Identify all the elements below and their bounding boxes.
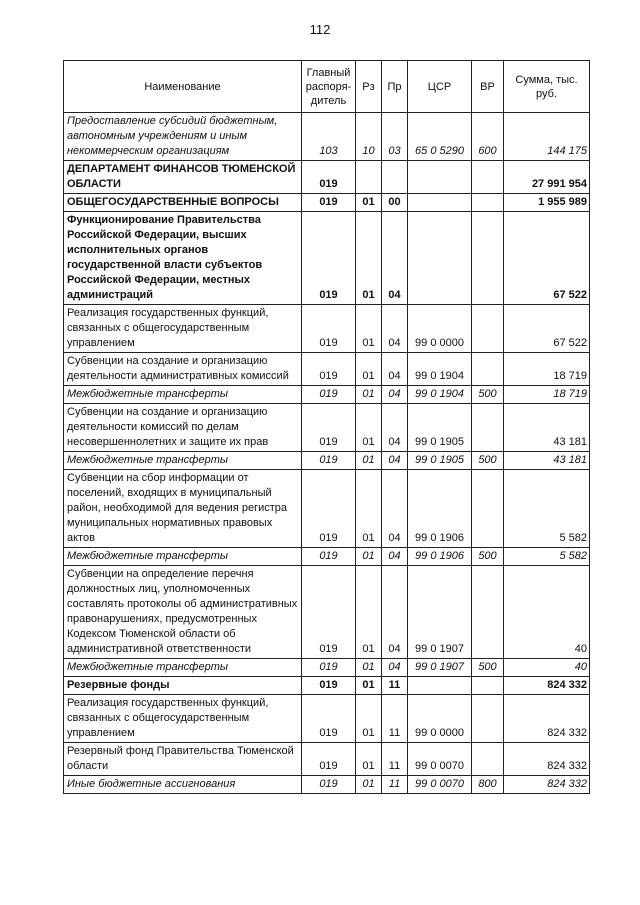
cell-name: Субвенции на создание и организацию деятельности административных комиссий bbox=[64, 353, 302, 386]
cell-sum: 5 582 bbox=[504, 548, 590, 566]
cell-admin: 019 bbox=[302, 161, 356, 194]
cell-name: ОБЩЕГОСУДАРСТВЕННЫЕ ВОПРОСЫ bbox=[64, 194, 302, 212]
cell-vr: 500 bbox=[472, 452, 504, 470]
table-row bbox=[64, 566, 590, 659]
cell-pr: 04 bbox=[382, 353, 408, 386]
header-vr: ВР bbox=[472, 61, 504, 113]
header-pr: Пр bbox=[382, 61, 408, 113]
cell-name: Функционирование Правительства Российской Федерации, высших исполнительных органов государственной власти субъектов Российской Федерации, местных администраций bbox=[64, 212, 302, 305]
header-rz: Рз bbox=[356, 61, 382, 113]
cell-sum: 43 181 bbox=[504, 452, 590, 470]
cell-csr bbox=[408, 161, 472, 194]
cell-admin: 019 bbox=[302, 659, 356, 677]
cell-rz: 01 bbox=[356, 695, 382, 743]
table-row bbox=[64, 548, 590, 566]
cell-pr: 11 bbox=[382, 677, 408, 695]
cell-pr: 04 bbox=[382, 548, 408, 566]
cell-rz: 01 bbox=[356, 194, 382, 212]
cell-name: ДЕПАРТАМЕНТ ФИНАНСОВ ТЮМЕНСКОЙ ОБЛАСТИ bbox=[64, 161, 302, 194]
cell-pr: 04 bbox=[382, 212, 408, 305]
table-row bbox=[64, 113, 590, 161]
cell-admin: 103 bbox=[302, 113, 356, 161]
cell-sum: 824 332 bbox=[504, 776, 590, 794]
cell-admin: 019 bbox=[302, 404, 356, 452]
cell-csr: 99 0 1905 bbox=[408, 452, 472, 470]
header-csr: ЦСР bbox=[408, 61, 472, 113]
cell-sum: 40 bbox=[504, 659, 590, 677]
cell-name: Межбюджетные трансферты bbox=[64, 659, 302, 677]
cell-name: Межбюджетные трансферты bbox=[64, 452, 302, 470]
cell-csr: 99 0 1904 bbox=[408, 353, 472, 386]
budget-table bbox=[63, 60, 590, 794]
cell-vr bbox=[472, 677, 504, 695]
cell-sum: 144 175 bbox=[504, 113, 590, 161]
cell-name: Предоставление субсидий бюджетным, автономным учреждениям и иным некоммерческим организациям bbox=[64, 113, 302, 161]
cell-vr bbox=[472, 353, 504, 386]
cell-name: Реализация государственных функций, связанных с общегосударственным управлением bbox=[64, 305, 302, 353]
cell-name: Субвенции на сбор информации от поселений, входящих в муниципальный район, необходимой для ведения регистра муниципальных нормативных правовых актов bbox=[64, 470, 302, 548]
cell-rz: 01 bbox=[356, 566, 382, 659]
cell-rz bbox=[356, 161, 382, 194]
cell-csr: 99 0 0070 bbox=[408, 743, 472, 776]
table-row bbox=[64, 743, 590, 776]
cell-sum: 67 522 bbox=[504, 212, 590, 305]
cell-rz: 10 bbox=[356, 113, 382, 161]
cell-csr: 99 0 1905 bbox=[408, 404, 472, 452]
cell-vr: 800 bbox=[472, 776, 504, 794]
cell-admin: 019 bbox=[302, 776, 356, 794]
cell-rz: 01 bbox=[356, 404, 382, 452]
cell-rz: 01 bbox=[356, 212, 382, 305]
cell-admin: 019 bbox=[302, 305, 356, 353]
cell-vr bbox=[472, 194, 504, 212]
table-row bbox=[64, 212, 590, 305]
cell-sum: 40 bbox=[504, 566, 590, 659]
cell-pr: 04 bbox=[382, 452, 408, 470]
cell-sum: 18 719 bbox=[504, 386, 590, 404]
cell-vr: 500 bbox=[472, 659, 504, 677]
table-row bbox=[64, 452, 590, 470]
table-row bbox=[64, 305, 590, 353]
cell-rz: 01 bbox=[356, 677, 382, 695]
cell-sum: 43 181 bbox=[504, 404, 590, 452]
cell-admin: 019 bbox=[302, 566, 356, 659]
cell-admin: 019 bbox=[302, 353, 356, 386]
cell-vr bbox=[472, 695, 504, 743]
cell-name: Субвенции на создание и организацию деятельности комиссий по делам несовершеннолетних и защите их прав bbox=[64, 404, 302, 452]
cell-pr: 04 bbox=[382, 386, 408, 404]
cell-csr: 99 0 1907 bbox=[408, 659, 472, 677]
cell-vr bbox=[472, 404, 504, 452]
cell-csr: 99 0 1904 bbox=[408, 386, 472, 404]
cell-csr: 99 0 0000 bbox=[408, 695, 472, 743]
cell-rz: 01 bbox=[356, 776, 382, 794]
cell-name: Межбюджетные трансферты bbox=[64, 386, 302, 404]
cell-rz: 01 bbox=[356, 386, 382, 404]
cell-rz: 01 bbox=[356, 548, 382, 566]
cell-name: Субвенции на определение перечня должностных лиц, уполномоченных составлять протоколы об административных правонарушениях, предусмотренных Кодексом Тюменской области об административной ответственности bbox=[64, 566, 302, 659]
table-header-row bbox=[64, 61, 590, 113]
cell-pr: 00 bbox=[382, 194, 408, 212]
cell-pr: 03 bbox=[382, 113, 408, 161]
table-row bbox=[64, 659, 590, 677]
cell-name: Межбюджетные трансферты bbox=[64, 548, 302, 566]
cell-csr: 99 0 1906 bbox=[408, 470, 472, 548]
cell-pr: 04 bbox=[382, 659, 408, 677]
cell-admin: 019 bbox=[302, 386, 356, 404]
cell-admin: 019 bbox=[302, 548, 356, 566]
cell-sum: 1 955 989 bbox=[504, 194, 590, 212]
cell-csr: 99 0 0000 bbox=[408, 305, 472, 353]
cell-vr bbox=[472, 305, 504, 353]
cell-admin: 019 bbox=[302, 212, 356, 305]
cell-vr bbox=[472, 470, 504, 548]
cell-csr bbox=[408, 212, 472, 305]
page-number: 112 bbox=[309, 22, 331, 37]
cell-csr: 99 0 1906 bbox=[408, 548, 472, 566]
table-row bbox=[64, 677, 590, 695]
cell-admin: 019 bbox=[302, 695, 356, 743]
table-row bbox=[64, 470, 590, 548]
cell-pr: 04 bbox=[382, 305, 408, 353]
cell-sum: 18 719 bbox=[504, 353, 590, 386]
cell-vr bbox=[472, 161, 504, 194]
cell-pr: 11 bbox=[382, 695, 408, 743]
cell-admin: 019 bbox=[302, 194, 356, 212]
cell-rz: 01 bbox=[356, 470, 382, 548]
cell-pr: 11 bbox=[382, 776, 408, 794]
cell-pr: 11 bbox=[382, 743, 408, 776]
cell-rz: 01 bbox=[356, 353, 382, 386]
header-name: Наименование bbox=[64, 61, 302, 113]
cell-rz: 01 bbox=[356, 305, 382, 353]
header-admin: Главный распоря-дитель bbox=[302, 61, 356, 113]
cell-csr bbox=[408, 194, 472, 212]
table-row bbox=[64, 194, 590, 212]
cell-vr bbox=[472, 212, 504, 305]
table-row bbox=[64, 776, 590, 794]
table-row bbox=[64, 386, 590, 404]
header-sum: Сумма, тыс. руб. bbox=[504, 61, 590, 113]
cell-csr bbox=[408, 677, 472, 695]
cell-name: Резервный фонд Правительства Тюменской области bbox=[64, 743, 302, 776]
table-row bbox=[64, 161, 590, 194]
cell-sum: 824 332 bbox=[504, 677, 590, 695]
cell-csr: 65 0 5290 bbox=[408, 113, 472, 161]
table-row bbox=[64, 404, 590, 452]
cell-rz: 01 bbox=[356, 743, 382, 776]
cell-vr: 600 bbox=[472, 113, 504, 161]
cell-admin: 019 bbox=[302, 743, 356, 776]
cell-pr: 04 bbox=[382, 470, 408, 548]
cell-pr bbox=[382, 161, 408, 194]
cell-sum: 27 991 954 bbox=[504, 161, 590, 194]
cell-sum: 824 332 bbox=[504, 695, 590, 743]
cell-vr: 500 bbox=[472, 386, 504, 404]
cell-sum: 824 332 bbox=[504, 743, 590, 776]
cell-vr bbox=[472, 743, 504, 776]
cell-vr bbox=[472, 566, 504, 659]
cell-name: Реализация государственных функций, связанных с общегосударственным управлением bbox=[64, 695, 302, 743]
cell-rz: 01 bbox=[356, 659, 382, 677]
cell-admin: 019 bbox=[302, 470, 356, 548]
cell-vr: 500 bbox=[472, 548, 504, 566]
cell-rz: 01 bbox=[356, 452, 382, 470]
cell-pr: 04 bbox=[382, 566, 408, 659]
table-row bbox=[64, 695, 590, 743]
cell-csr: 99 0 1907 bbox=[408, 566, 472, 659]
cell-name: Резервные фонды bbox=[64, 677, 302, 695]
table-row bbox=[64, 353, 590, 386]
cell-pr: 04 bbox=[382, 404, 408, 452]
cell-csr: 99 0 0070 bbox=[408, 776, 472, 794]
cell-sum: 67 522 bbox=[504, 305, 590, 353]
cell-name: Иные бюджетные ассигнования bbox=[64, 776, 302, 794]
cell-admin: 019 bbox=[302, 452, 356, 470]
cell-admin: 019 bbox=[302, 677, 356, 695]
cell-sum: 5 582 bbox=[504, 470, 590, 548]
